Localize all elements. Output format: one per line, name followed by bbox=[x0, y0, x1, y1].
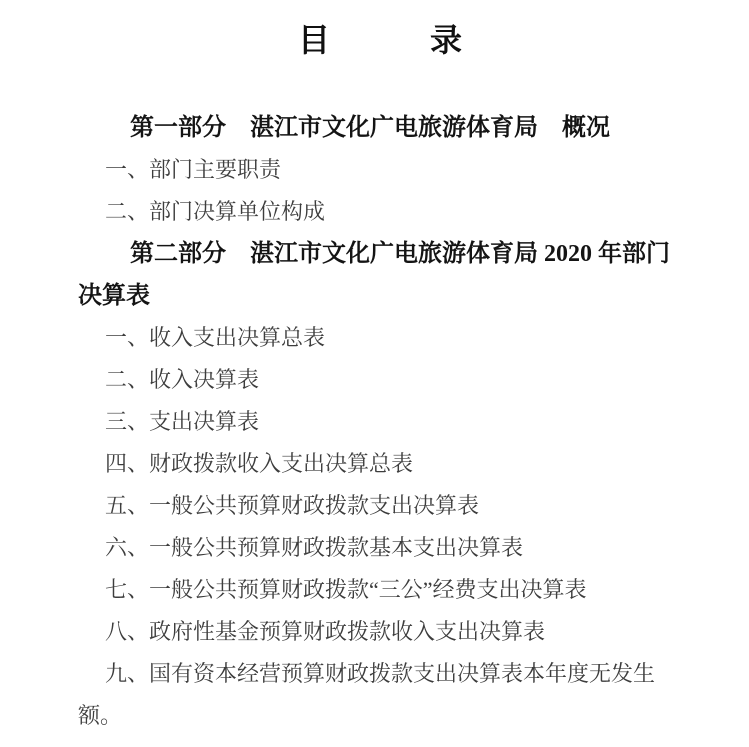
toc-section-heading bbox=[78, 107, 683, 149]
toc-item-line: 一、收入支出决算总表 bbox=[105, 325, 326, 350]
toc-item-line: 六、一般公共预算财政拨款基本支出决算表 bbox=[105, 535, 524, 560]
toc-item-line: 五、一般公共预算财政拨款支出决算表 bbox=[105, 493, 480, 518]
toc-item-line: 二、收入决算表 bbox=[105, 367, 260, 392]
toc-item bbox=[78, 611, 683, 653]
toc-item bbox=[78, 149, 683, 191]
toc-item bbox=[78, 359, 683, 401]
toc-item bbox=[78, 191, 683, 233]
toc-item bbox=[78, 443, 683, 485]
toc-item-line: 一、部门主要职责 bbox=[105, 157, 282, 182]
page-title: 目 录 bbox=[297, 22, 463, 58]
toc-heading-line: 第一部分 湛江市文化广电旅游体育局 概况 bbox=[130, 115, 610, 141]
toc-item-line: 三、支出决算表 bbox=[105, 409, 260, 434]
toc-item-line: 二、部门决算单位构成 bbox=[105, 199, 326, 224]
toc-item-line: 七、一般公共预算财政拨款“三公”经费支出决算表 bbox=[105, 577, 587, 602]
table-of-contents bbox=[78, 107, 683, 737]
toc-item bbox=[78, 317, 683, 359]
toc-item bbox=[78, 527, 683, 569]
toc-item bbox=[78, 401, 683, 443]
toc-item bbox=[78, 485, 683, 527]
toc-item-line: 四、财政拨款收入支出决算总表 bbox=[105, 451, 414, 476]
toc-item-line: 额。 bbox=[78, 703, 123, 728]
toc-section-heading bbox=[78, 233, 683, 317]
toc-item bbox=[78, 653, 683, 737]
toc-item bbox=[78, 569, 683, 611]
toc-item-line: 九、国有资本经营预算财政拨款支出决算表本年度无发生 bbox=[105, 661, 656, 686]
toc-heading-line: 第二部分 湛江市文化广电旅游体育局 2020 年部门 bbox=[130, 241, 670, 267]
toc-heading-line: 决算表 bbox=[78, 283, 150, 309]
toc-item-line: 八、政府性基金预算财政拨款收入支出决算表 bbox=[105, 619, 546, 644]
